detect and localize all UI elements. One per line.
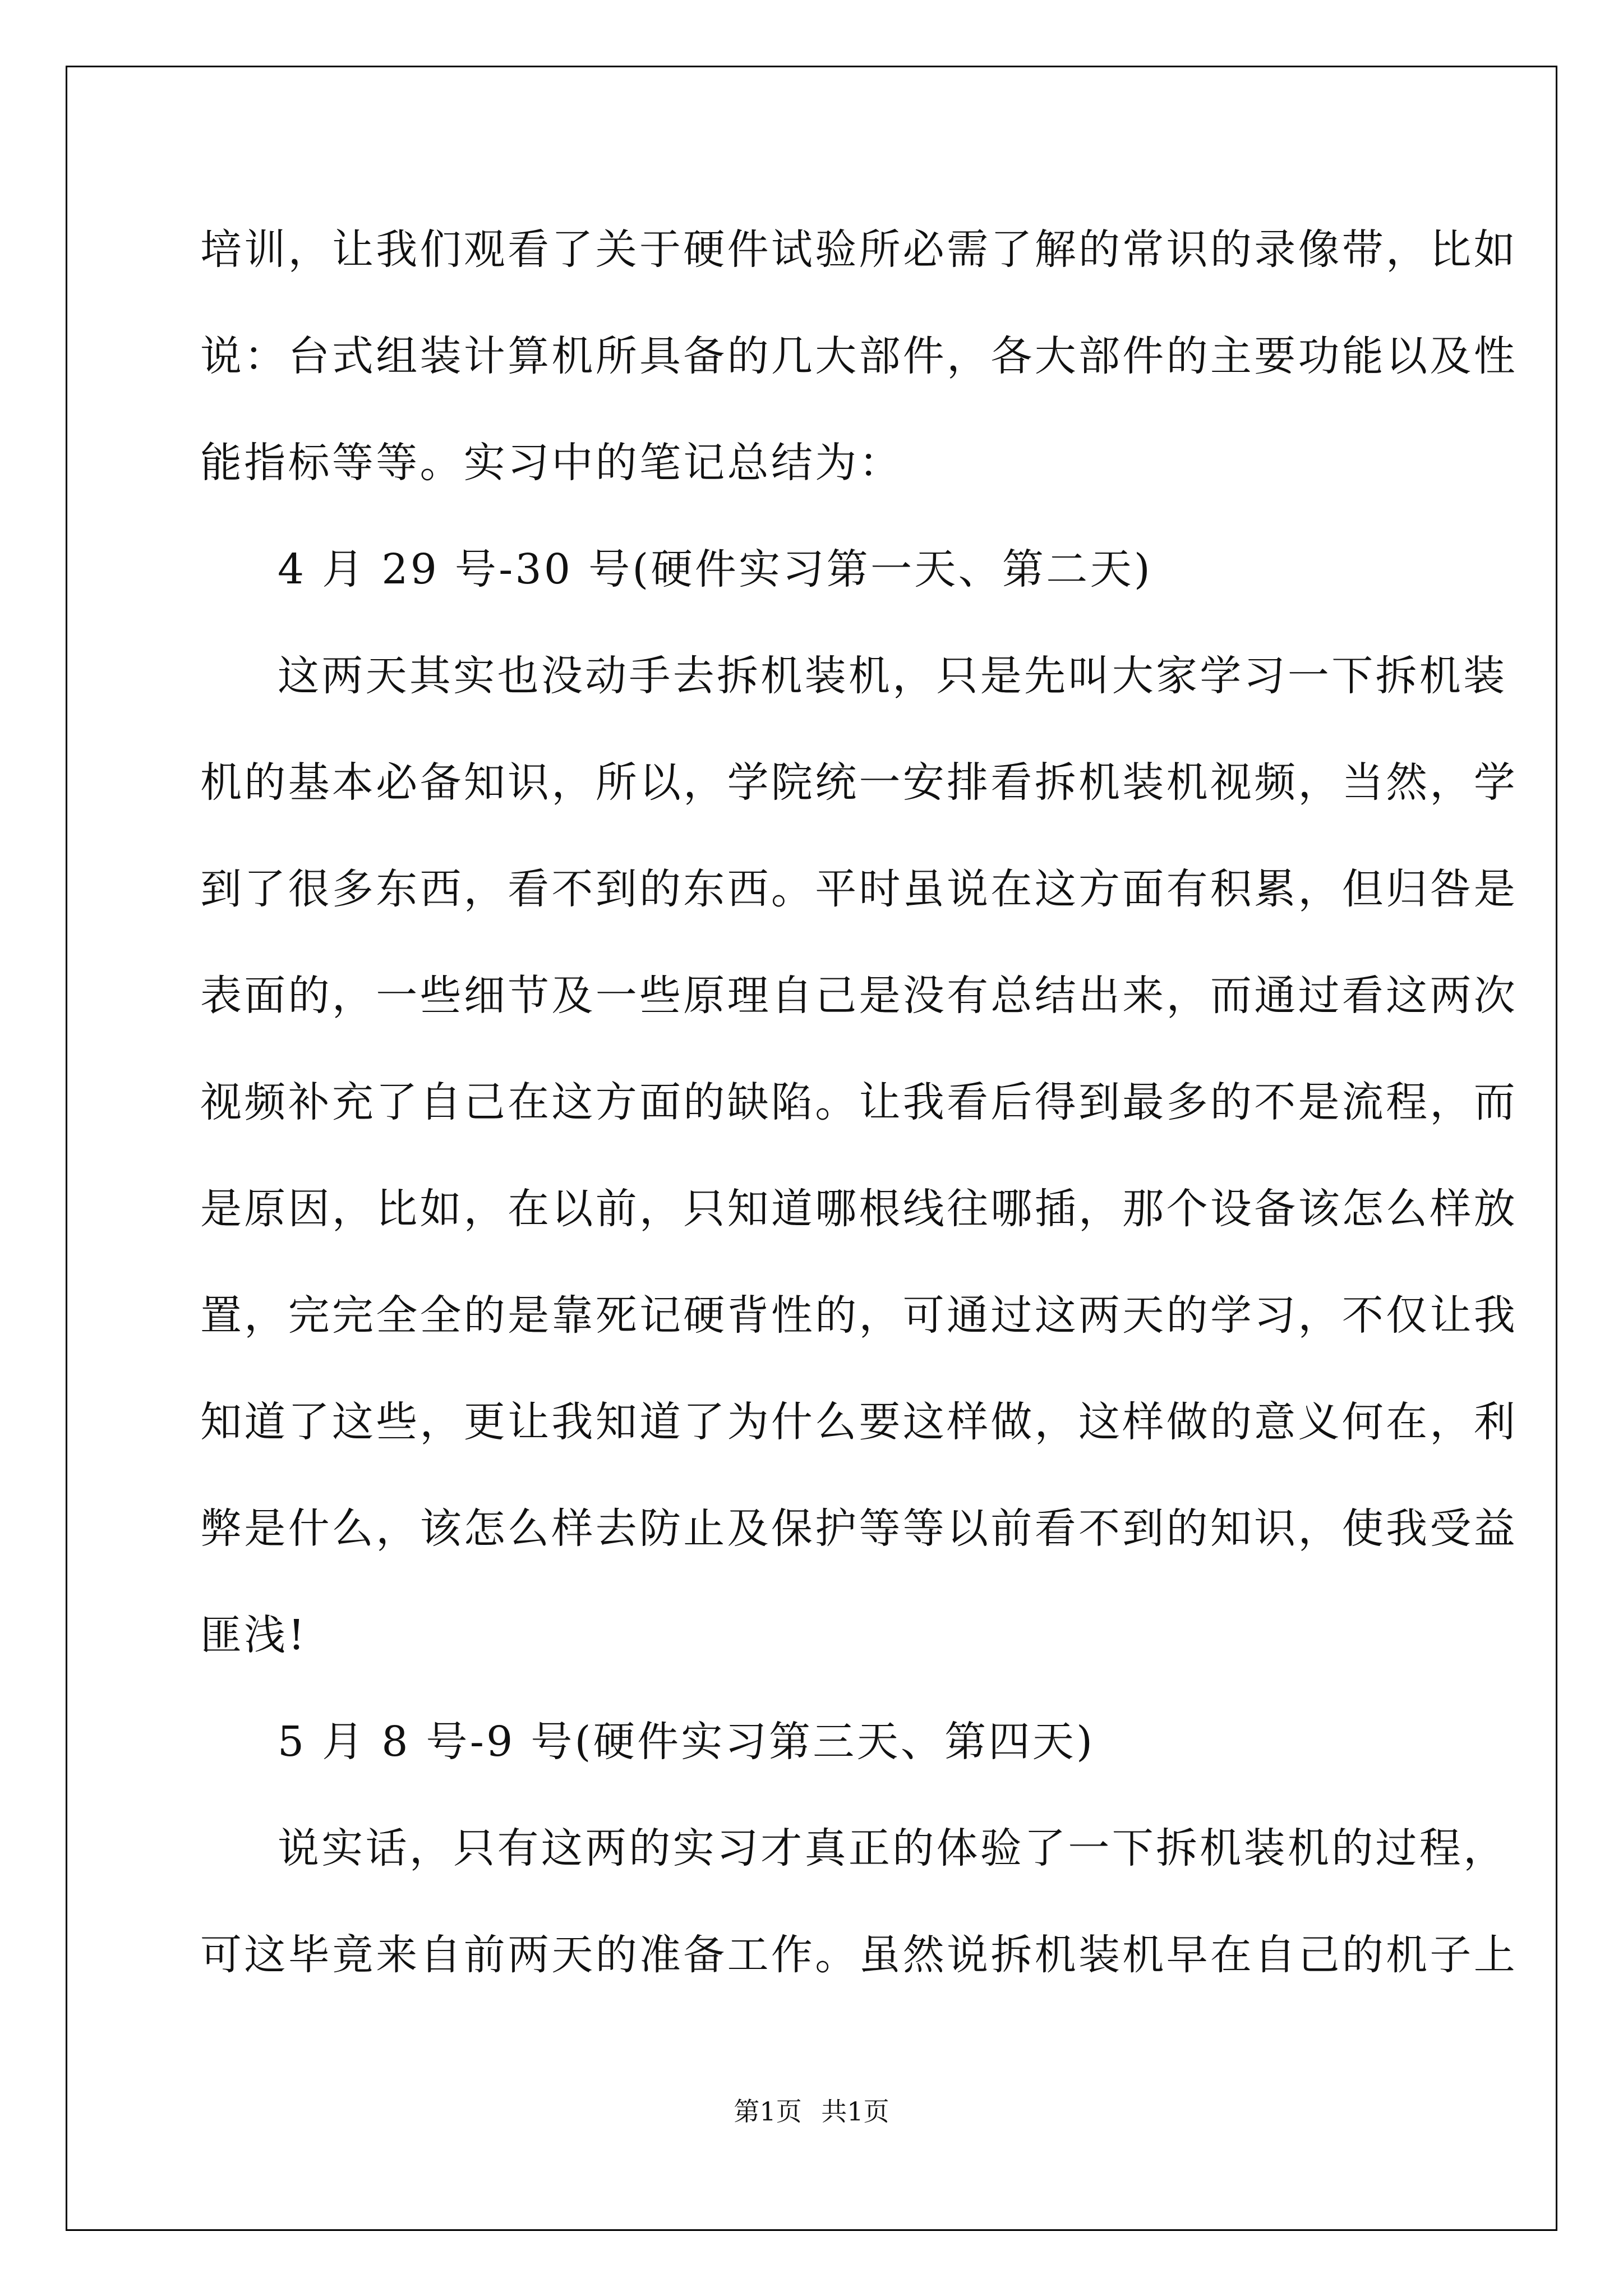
text-line: 表面的，一些细节及一些原理自己是没有总结出来，而通过看这两次 bbox=[200, 972, 1518, 1020]
text-line: 匪浅! bbox=[200, 1611, 307, 1659]
section-heading: 5 月 8 号-9 号(硬件实习第三天、第四天) bbox=[278, 1718, 1095, 1766]
text-line: 可这毕竟来自前两天的准备工作。虽然说拆机装机早在自己的机子上 bbox=[200, 1931, 1518, 1979]
text-line: 弊是什么，该怎么样去防止及保护等等以前看不到的知识，使我受益 bbox=[200, 1504, 1518, 1553]
text-line: 能指标等等。实习中的笔记总结为： bbox=[200, 439, 903, 487]
text-line: 视频补充了自己在这方面的缺陷。让我看后得到最多的不是流程，而 bbox=[200, 1078, 1518, 1126]
text-line: 机的基本必备知识，所以，学院统一安排看拆机装机视频，当然，学 bbox=[200, 758, 1518, 807]
text-line: 说：台式组装计算机所具备的几大部件，各大部件的主要功能以及性 bbox=[200, 332, 1518, 380]
text-line: 说实话，只有这两的实习才真正的体验了一下拆机装机的过程， bbox=[278, 1824, 1507, 1872]
section-heading: 4 月 29 号-30 号(硬件实习第一天、第二天) bbox=[278, 545, 1153, 593]
page-footer: 第1页 共1页 bbox=[734, 2096, 889, 2127]
text-line: 是原因，比如，在以前，只知道哪根线往哪插，那个设备该怎么样放 bbox=[200, 1185, 1518, 1233]
text-line: 置，完完全全的是靠死记硬背性的，可通过这两天的学习，不仅让我 bbox=[200, 1291, 1518, 1340]
text-line: 培训，让我们观看了关于硬件试验所必需了解的常识的录像带，比如 bbox=[200, 226, 1518, 274]
text-line: 知道了这些，更让我知道了为什么要这样做，这样做的意义何在，利 bbox=[200, 1398, 1518, 1446]
text-line: 这两天其实也没动手去拆机装机，只是先叫大家学习一下拆机装 bbox=[278, 652, 1507, 700]
text-line: 到了很多东西，看不到的东西。平时虽说在这方面有积累，但归咎是 bbox=[200, 865, 1518, 913]
page-border bbox=[66, 66, 1557, 2231]
